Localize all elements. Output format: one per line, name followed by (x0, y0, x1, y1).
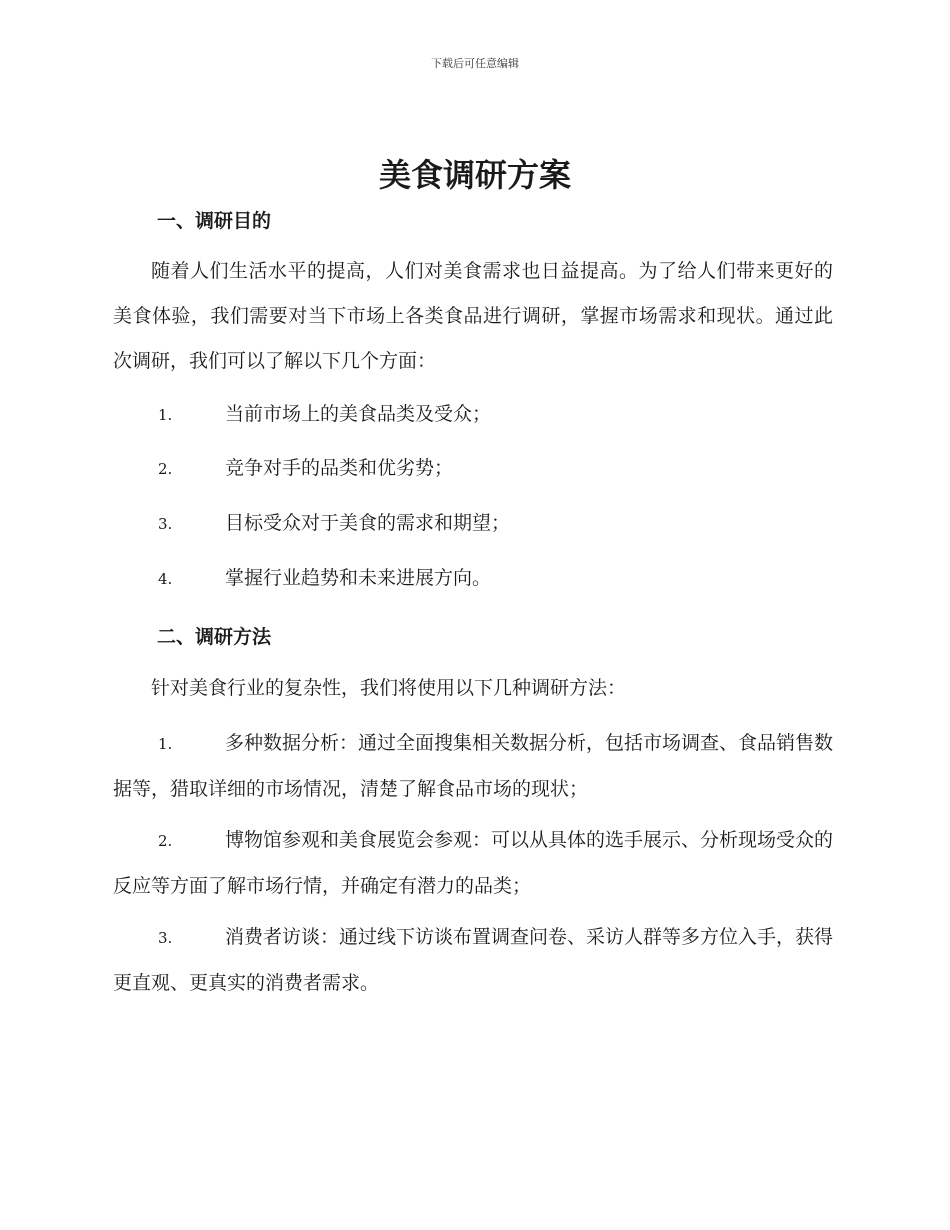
list-number: 1. (158, 406, 173, 424)
section-heading-purpose: 一、调研目的 (157, 210, 272, 232)
section1-list-item (113, 501, 833, 547)
list-number: 2. (158, 832, 173, 850)
list-item-text: 消费者访谈：通过线下访谈布置调查问卷、采访人群等多方位入手，获得更直观、更真实的消费者需求。 (113, 926, 834, 994)
list-number: 1. (158, 735, 173, 753)
list-item-text: 博物馆参观和美食展览会参观：可以从具体的选手展示、分析现场受众的反应等方面了解市场行情，并确定有潜力的品类； (113, 829, 834, 897)
section1-list-item (113, 556, 833, 602)
section2-list-item (113, 721, 833, 812)
section1-list-item (113, 392, 833, 438)
list-item-text: 掌握行业趋势和未来进展方向。 (225, 567, 492, 589)
list-item-text: 目标受众对于美食的需求和期望； (225, 512, 511, 534)
list-number: 4. (158, 570, 173, 588)
list-number: 2. (158, 460, 173, 478)
list-item-text: 多种数据分析：通过全面搜集相关数据分析，包括市场调查、食品销售数据等，猎取详细的市场情况，清楚了解食品市场的现状； (113, 732, 834, 800)
list-number: 3. (158, 515, 173, 533)
list-item-text: 当前市场上的美食品类及受众； (225, 403, 492, 425)
section1-intro-paragraph: 随着人们生活水平的提高，人们对美食需求也日益提高。为了给人们带来更好的美食体验，我们需要对当下市场上各类食品进行调研，掌握市场需求和现状。通过此次调研，我们可以了解以下几个方面： (113, 260, 833, 372)
section2-list-item (113, 915, 833, 1006)
document-title: 美食调研方案 (378, 156, 571, 194)
section1-list-item (113, 446, 833, 492)
list-number: 3. (158, 929, 173, 947)
section2-intro-paragraph: 针对美食行业的复杂性，我们将使用以下几种调研方法： (151, 677, 627, 699)
list-item-text: 竞争对手的品类和优劣势； (225, 457, 454, 479)
section-heading-methods: 二、调研方法 (157, 626, 272, 648)
section2-list-item (113, 818, 833, 909)
header-note: 下载后可任意编辑 (431, 57, 519, 70)
